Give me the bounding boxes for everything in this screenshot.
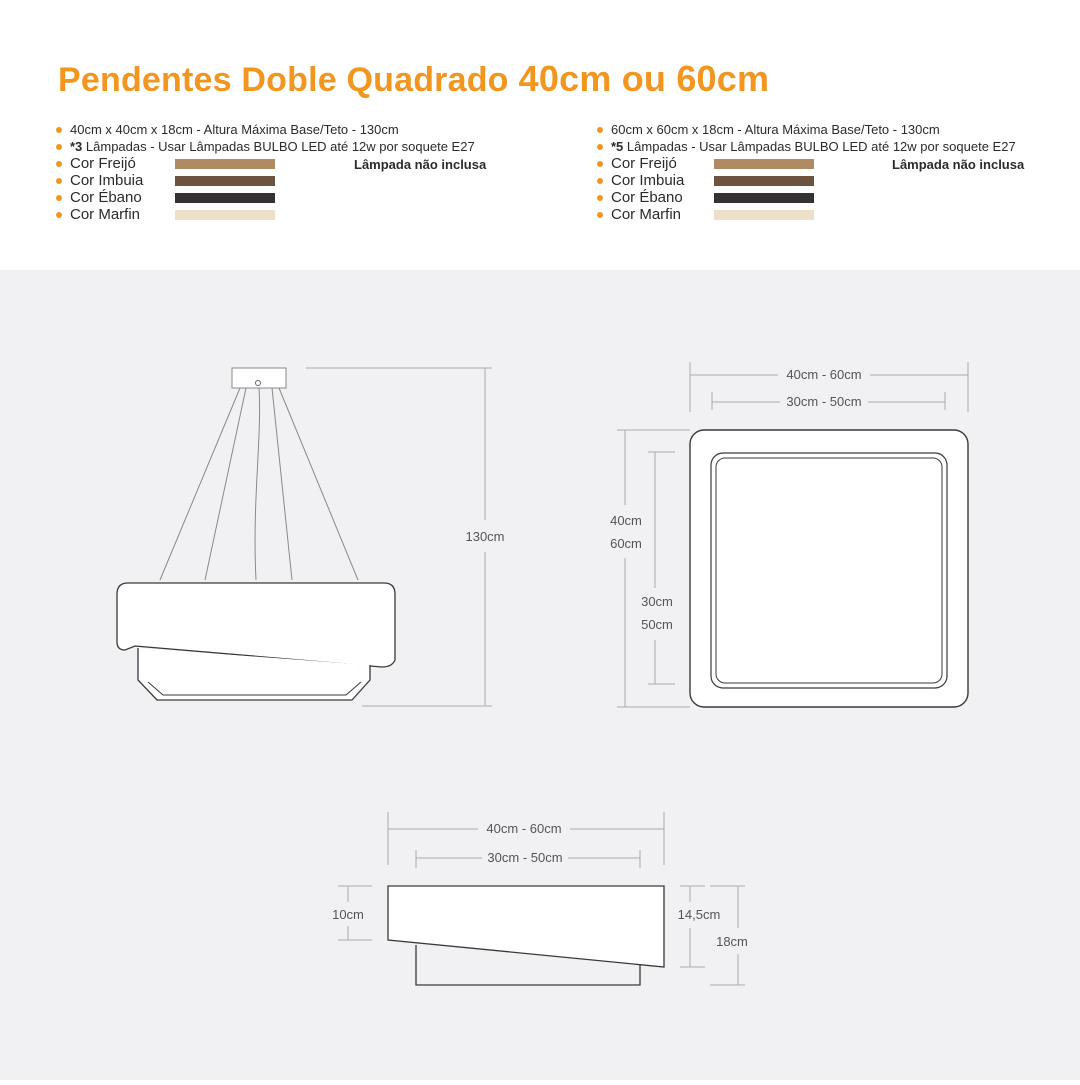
bullet-icon bbox=[56, 161, 62, 167]
swatch-marfin bbox=[175, 210, 275, 220]
spec-dimensions: 40cm x 40cm x 18cm - Altura Máxima Base/Teto - 130cm bbox=[56, 121, 556, 138]
title-main: Pendentes Doble Quadrado bbox=[58, 61, 509, 99]
spec-lamps: *5 Lâmpadas - Usar Lâmpadas BULBO LED até 12w por soquete E27 bbox=[597, 138, 1080, 155]
color-option-freijo: Cor Freijó Lâmpada não inclusa bbox=[56, 155, 556, 172]
bullet-icon bbox=[597, 161, 603, 167]
side-right-height-label: 14,5cm bbox=[677, 907, 721, 922]
color-option-imbuia: Cor Imbuia bbox=[56, 172, 556, 189]
top-inner-label: 30cm - 50cm bbox=[786, 394, 862, 409]
side-outer-shade bbox=[388, 886, 664, 967]
color-option-ebano: Cor Ébano bbox=[597, 189, 1080, 206]
header bbox=[0, 0, 1080, 270]
side-left-height-label: 10cm bbox=[332, 907, 364, 922]
side-inner-label-b: 50cm bbox=[641, 617, 673, 632]
height-label: 130cm bbox=[465, 529, 505, 544]
side-view bbox=[388, 886, 664, 985]
page-title bbox=[58, 58, 769, 100]
bullet-icon bbox=[56, 178, 62, 184]
technical-drawing bbox=[0, 270, 1080, 1080]
bullet-icon bbox=[597, 144, 603, 150]
pendant-perspective bbox=[117, 368, 395, 700]
bullet-icon bbox=[597, 127, 603, 133]
lamp-not-included-note: Lâmpada não inclusa bbox=[354, 157, 487, 172]
technical-drawing-panel bbox=[0, 270, 1080, 1080]
bullet-icon bbox=[597, 178, 603, 184]
top-outer-label: 40cm - 60cm bbox=[786, 367, 862, 382]
bullet-icon bbox=[597, 212, 603, 218]
total-height-label: 18cm bbox=[716, 934, 748, 949]
color-option-marfin: Cor Marfin bbox=[56, 206, 556, 223]
swatch-ebano bbox=[714, 193, 814, 203]
bullet-icon bbox=[56, 212, 62, 218]
swatch-imbuia bbox=[714, 176, 814, 186]
side-outer-label-b: 60cm bbox=[610, 536, 642, 551]
canopy-screw-icon bbox=[256, 381, 261, 386]
bullet-icon bbox=[56, 127, 62, 133]
swatch-marfin bbox=[714, 210, 814, 220]
top-outer-square bbox=[690, 430, 968, 707]
top-view bbox=[690, 430, 968, 707]
side-outer-label-a: 40cm bbox=[610, 513, 642, 528]
bullet-icon bbox=[597, 195, 603, 201]
spec-lamps: *3 Lâmpadas - Usar Lâmpadas BULBO LED até 12w por soquete E27 bbox=[56, 138, 556, 155]
title-sizes: 40cm ou 60cm bbox=[518, 58, 770, 99]
spec-column-40 bbox=[56, 121, 556, 223]
swatch-imbuia bbox=[175, 176, 275, 186]
color-option-imbuia: Cor Imbuia bbox=[597, 172, 1080, 189]
color-option-freijo: Cor Freijó Lâmpada não inclusa bbox=[597, 155, 1080, 172]
color-option-marfin: Cor Marfin bbox=[597, 206, 1080, 223]
color-option-ebano: Cor Ébano bbox=[56, 189, 556, 206]
spec-dimensions: 60cm x 60cm x 18cm - Altura Máxima Base/Teto - 130cm bbox=[597, 121, 1080, 138]
swatch-freijo bbox=[175, 159, 275, 169]
spec-column-60 bbox=[597, 121, 1080, 223]
bullet-icon bbox=[56, 144, 62, 150]
swatch-ebano bbox=[175, 193, 275, 203]
swatch-freijo bbox=[714, 159, 814, 169]
side-inner-width-label: 30cm - 50cm bbox=[487, 850, 563, 865]
lamp-not-included-note: Lâmpada não inclusa bbox=[892, 157, 1025, 172]
side-outer-width-label: 40cm - 60cm bbox=[486, 821, 562, 836]
bullet-icon bbox=[56, 195, 62, 201]
suspension-cables bbox=[160, 388, 358, 580]
side-inner-label-a: 30cm bbox=[641, 594, 673, 609]
